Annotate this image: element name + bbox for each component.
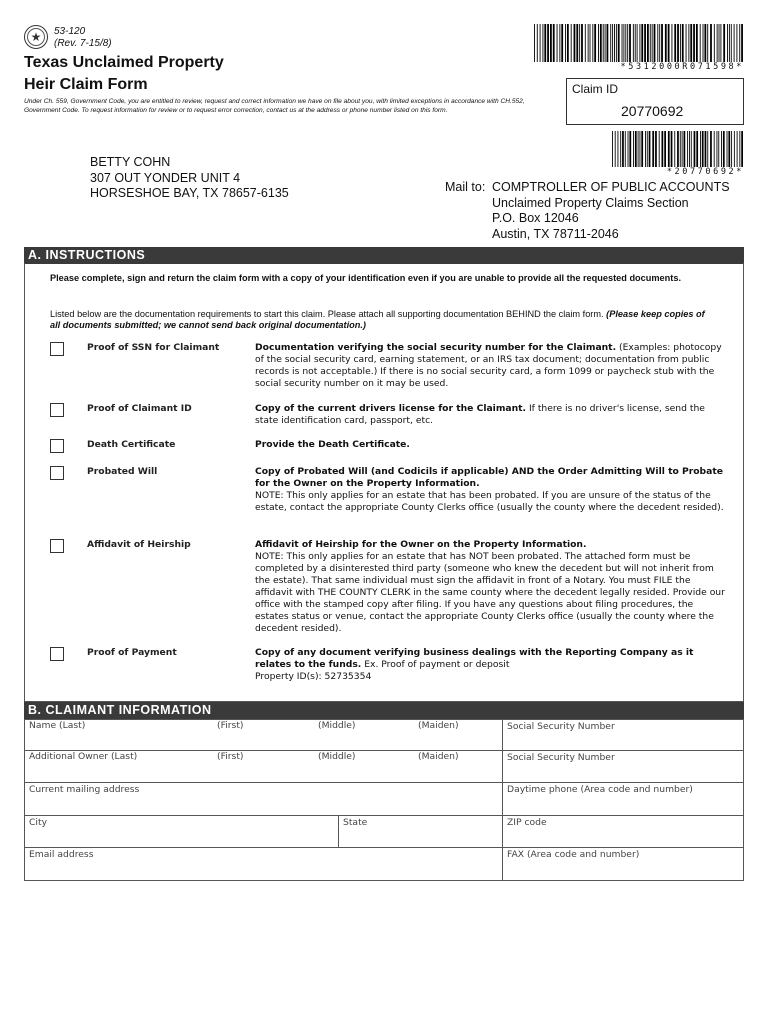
instructions-intro-emphasis: (Please keep copies of all documents submitted; we cannot send back original documentation.) xyxy=(50,309,705,331)
barcode-claim-bars xyxy=(612,131,744,167)
checkbox-proof-of-payment[interactable] xyxy=(50,647,64,661)
fax-field[interactable] xyxy=(502,847,744,881)
doc-head-proof-of-payment: Copy of any document verifying business dealings with the Reporting Company as it relates to the funds. xyxy=(255,647,694,670)
additional-owner-ssn-field[interactable] xyxy=(502,750,744,783)
mailing-address-field[interactable] xyxy=(24,782,503,816)
additional-owner-field[interactable] xyxy=(24,750,503,783)
recipient-name: BETTY COHN xyxy=(90,155,171,169)
doc-desc-proof-of-claimant-id xyxy=(255,403,725,427)
recipient-address xyxy=(90,155,289,202)
name-field[interactable] xyxy=(24,719,503,751)
zip-label: ZIP code xyxy=(507,817,547,828)
daytime-phone-label: Daytime phone (Area code and number) xyxy=(507,784,693,795)
texas-seal-icon: ★ xyxy=(24,25,48,49)
name-maiden-label: (Maiden) xyxy=(418,720,459,731)
doc-label-proof-of-payment: Proof of Payment xyxy=(87,647,177,658)
barcode-top-text: *5312000R071598* xyxy=(620,62,744,72)
doc-body-probated-will: NOTE: This only applies for an estate that has been probated. If you are unsure of the status of the estate, contact the appropriate County Clerks office (usually the county where the decedent resided). xyxy=(255,490,724,513)
doc-head-death-certificate: Provide the Death Certificate. xyxy=(255,439,410,450)
form-title-line1: Texas Unclaimed Property xyxy=(24,54,224,71)
checkbox-proof-of-ssn[interactable] xyxy=(50,342,64,356)
checkbox-proof-of-claimant-id[interactable] xyxy=(50,403,64,417)
doc-head-proof-of-claimant-id: Copy of the current drivers license for the Claimant. xyxy=(255,403,527,414)
legal-notice: Under Ch. 559, Government Code, you are entitled to review, request and correct information we have on file about you, with limited exceptions in accordance with CH.552, Government Code. To request information for review or to request error correction, contact us at the address or phone number listed on this form. xyxy=(24,98,525,114)
doc-head-proof-of-ssn: Documentation verifying the social security number for the Claimant. xyxy=(255,342,617,353)
section-a-heading: A. INSTRUCTIONS xyxy=(24,247,744,264)
email-label: Email address xyxy=(29,849,94,860)
name-middle-label: (Middle) xyxy=(318,720,356,731)
daytime-phone-field[interactable] xyxy=(502,782,744,816)
doc-body-proof-of-claimant-id: If there is no driver's license, send the state identification card, passport, etc. xyxy=(255,403,705,426)
checkbox-death-certificate[interactable] xyxy=(50,439,64,453)
city-label: City xyxy=(29,817,48,828)
checkbox-probated-will[interactable] xyxy=(50,466,64,480)
recipient-city: HORSESHOE BAY, TX 78657-6135 xyxy=(90,186,289,200)
mail-to-line1: COMPTROLLER OF PUBLIC ACCOUNTS xyxy=(492,180,730,194)
checkbox-affidavit-of-heirship[interactable] xyxy=(50,539,64,553)
doc-desc-proof-of-payment xyxy=(255,647,725,683)
mail-to-label: Mail to: xyxy=(445,180,486,194)
form-revision: (Rev. 7-15/8) xyxy=(54,38,112,49)
add-owner-last-label: Additional Owner (Last) xyxy=(29,751,138,762)
doc-body-affidavit-of-heirship: NOTE: This only applies for an estate that has NOT been probated. The attached form must be completed by a disinterested third party (someone who knew the decedent but will not inherit from the estate). That same individual must sign the affidavit in front of a Notary. You must FILE the affidavit with THE COUNTY CLERK in the same county where the decedent legally resided. Provide our office with the stamped copy after filing. If you have any questions about filing procedures, the estates status or venue, contact the appropriate County Clerks office (usually the county where the decedent resided). xyxy=(255,551,725,634)
form-title xyxy=(24,52,224,96)
instructions-intro xyxy=(50,309,710,331)
ssn-field[interactable] xyxy=(502,719,744,751)
barcode-top xyxy=(534,24,744,72)
claim-id-box xyxy=(566,78,744,125)
mail-to-line2: Unclaimed Property Claims Section xyxy=(492,195,689,210)
ssn-label: Social Security Number xyxy=(507,721,615,732)
doc-body-proof-of-ssn: (Examples: photocopy of the social security card, earning statement, or an IRS tax document; documentation from public records is not acceptable.) If there is no social security card, a form 1099 or paycheck stub with the social security number on it may be used. xyxy=(255,342,722,389)
instructions-intro-text: Listed below are the documentation requirements to start this claim. Please attach all supporting documentation BEHIND the claim form. xyxy=(50,309,604,319)
recipient-street: 307 OUT YONDER UNIT 4 xyxy=(90,170,241,185)
zip-field[interactable] xyxy=(502,815,744,848)
doc-desc-proof-of-ssn xyxy=(255,342,725,390)
doc-label-probated-will: Probated Will xyxy=(87,466,158,477)
doc-body-proof-of-payment: Ex. Proof of payment or deposit xyxy=(361,659,510,670)
mail-to-line3: P.O. Box 12046 xyxy=(492,211,579,225)
doc-label-proof-of-claimant-id: Proof of Claimant ID xyxy=(87,403,192,414)
form-title-line2: Heir Claim Form xyxy=(24,76,148,93)
add-owner-middle-label: (Middle) xyxy=(318,751,356,762)
barcode-top-bars xyxy=(534,24,744,62)
barcode-claim-text: *20770692* xyxy=(666,167,744,177)
form-number: 53-120 xyxy=(54,26,86,37)
doc-desc-affidavit-of-heirship xyxy=(255,539,725,635)
add-owner-first-label: (First) xyxy=(217,751,244,762)
mail-to-line4: Austin, TX 78711-2046 xyxy=(492,226,619,241)
name-last-label: Name (Last) xyxy=(29,720,86,731)
barcode-claim xyxy=(612,131,744,177)
state-field[interactable] xyxy=(338,815,503,848)
add-owner-maiden-label: (Maiden) xyxy=(418,751,459,762)
doc-label-proof-of-ssn: Proof of SSN for Claimant xyxy=(87,342,220,353)
doc-head-affidavit-of-heirship: Affidavit of Heirship for the Owner on the Property Information. xyxy=(255,539,587,550)
email-field[interactable] xyxy=(24,847,503,881)
claim-id-label: Claim ID xyxy=(572,82,619,96)
doc-label-death-certificate: Death Certificate xyxy=(87,439,176,450)
fax-label: FAX (Area code and number) xyxy=(507,849,640,860)
instructions-intro-bold: Please complete, sign and return the claim form with a copy of your identification even if you are unable to provide all the requested documents. xyxy=(50,273,682,283)
form-number-block xyxy=(54,26,112,50)
mail-to-address xyxy=(492,180,730,242)
doc-label-affidavit-of-heirship: Affidavit of Heirship xyxy=(87,539,191,550)
mailing-address-label: Current mailing address xyxy=(29,784,140,795)
doc-desc-death-certificate xyxy=(255,439,725,451)
name-first-label: (First) xyxy=(217,720,244,731)
doc-property-ids: Property ID(s): 52735354 xyxy=(255,671,372,682)
claim-id-value: 20770692 xyxy=(621,103,684,119)
doc-desc-probated-will xyxy=(255,466,725,514)
state-label: State xyxy=(343,817,368,828)
section-b-heading: B. CLAIMANT INFORMATION xyxy=(24,702,744,719)
city-field[interactable] xyxy=(24,815,339,848)
add-owner-ssn-label: Social Security Number xyxy=(507,752,615,763)
doc-head-probated-will: Copy of Probated Will (and Codicils if applicable) AND the Order Admitting Will to Probate for the Owner on the Property Information. xyxy=(255,466,723,489)
